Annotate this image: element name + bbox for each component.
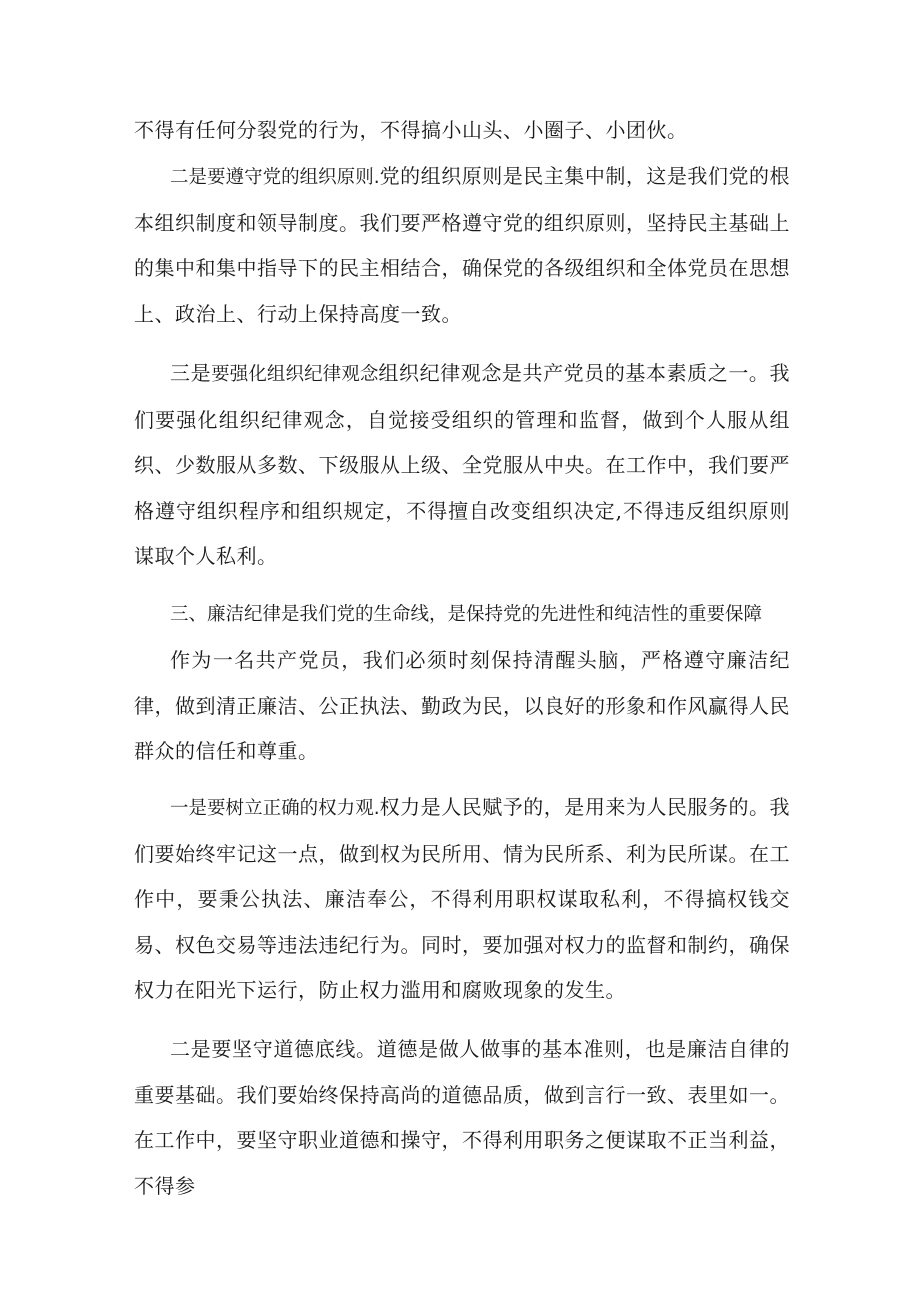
paragraph-lead: 要强化组织纪律观念 (211, 364, 379, 385)
paragraph-moral-bottom-line (134, 1027, 790, 1209)
paragraph-lead: 一是要树立正确的权力观. (170, 798, 380, 819)
paragraph-text: 党的组织原则是民主集中制，这是我们党的根本组织制度和领导制度。我们要严格遵守党的组织原则，坚持民主基础上的集中和集中指导下的民主相结合，确保党的各级组织和全体党员在思想上、政治上、行动上保持高度一致。 (134, 164, 791, 326)
paragraph-organization-discipline (134, 351, 790, 580)
paragraph-text: 作为一名共产党员，我们必须时刻保持清醒头脑，严格遵守廉洁纪律，做到清正廉洁、公正执法、勤政为民，以良好的形象和作风赢得人民群众的信任和尊重。 (134, 648, 790, 763)
section-heading: 三、廉洁纪律是我们党的生命线，是保持党的先进性和纯洁性的重要保障 (170, 604, 763, 625)
paragraph-lead: 二是要遵守党的组织原则. (170, 167, 380, 188)
paragraph-continuation (134, 108, 790, 154)
paragraph-integrity-intro (134, 638, 790, 775)
paragraph-lead-plain: 三是 (170, 361, 212, 385)
paragraph-organization-principle (134, 154, 790, 337)
paragraph-power-view (134, 785, 790, 1014)
paragraph-text: 二是要坚守道德底线。道德是做人做事的基本准则，也是廉洁自律的重要基础。我们要始终保持高尚的道德品质，做到言行一致、表里如一。在工作中，要坚守职业道德和操守，不得利用职务之便谋取不正当利益，不得参 (134, 1037, 790, 1198)
paragraph-text: 不得有任何分裂党的行为，不得搞小山头、小圈子、小团伙。 (134, 118, 688, 142)
paragraph-text: 权力是人民赋予的，是用来为人民服务的。我们要始终牢记这一点，做到权为民所用、情为民所系、利为民所谋。在工作中，要秉公执法、廉洁奉公，不得利用职权谋取私利，不得搞权钱交易、权色交易等违法违纪行为。同时，要加强对权力的监督和制约，确保权力在阳光下运行，防止权力滥用和腐败现象的发生。 (134, 795, 791, 1002)
paragraph-text: 组织纪律观念是共产党员的基本素质之一。我们要强化组织纪律观念，自觉接受组织的管理和监督，做到个人服从组织、少数服从多数、下级服从上级、全党服从中央。在工作中，我们要严格遵守组织程序和组织规定，不得擅自改变组织决定,不得违反组织原则谋取个人私利。 (134, 361, 790, 568)
